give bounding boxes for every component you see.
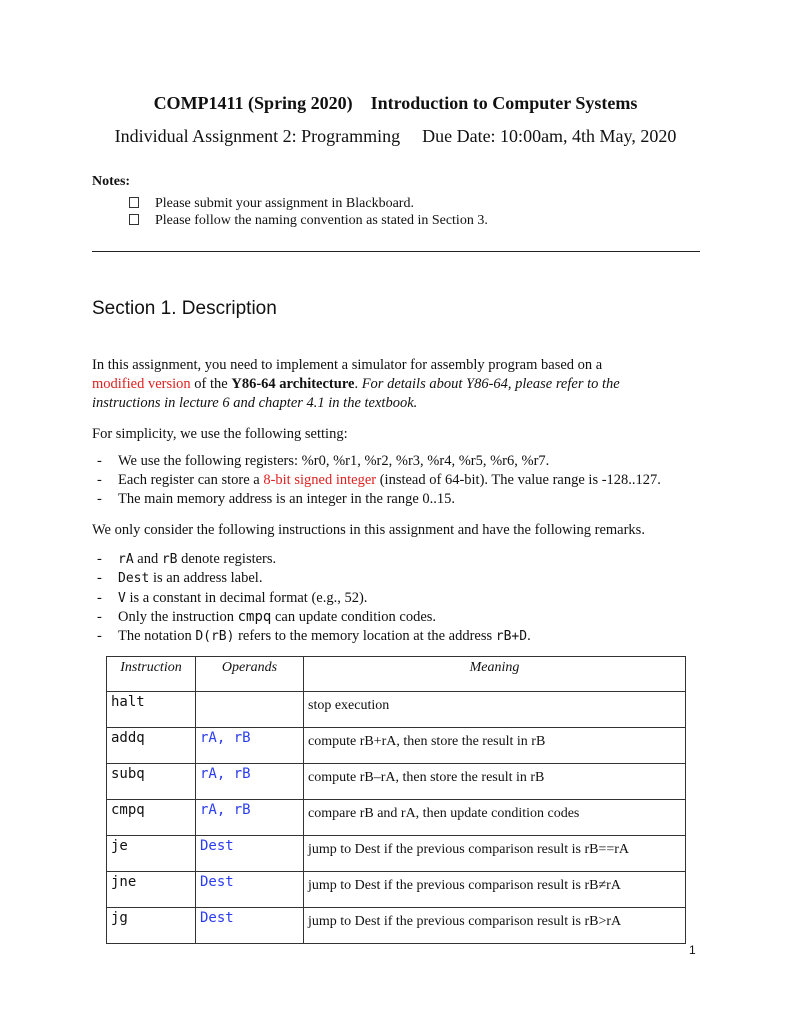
remark-text	[118, 590, 367, 607]
table-row	[107, 836, 686, 872]
page-number: 1	[689, 943, 696, 957]
course-title: COMP1411 (Spring 2020) Introduction to Computer Systems	[153, 93, 638, 113]
column-header: Meaning	[304, 657, 686, 692]
code: rB+D	[495, 629, 528, 644]
text: is an address label.	[149, 570, 263, 586]
operands-cell: rA, rB	[196, 800, 304, 836]
section-heading: Section 1. Description	[92, 298, 277, 319]
notes-label: Notes:	[92, 174, 131, 189]
remark-item: - Dest is an address label.	[97, 570, 263, 586]
text: Each register can store a	[118, 472, 264, 488]
remark-text	[118, 570, 262, 587]
text: denote registers.	[177, 551, 277, 567]
column-header: Operands	[196, 657, 304, 692]
note-text: Please submit your assignment in Blackboard.	[155, 196, 414, 211]
table-row	[107, 908, 686, 944]
remark-text	[118, 628, 531, 645]
meaning-cell: jump to Dest if the previous comparison result is rB>rA	[304, 908, 686, 944]
text: and	[133, 551, 162, 567]
meaning-cell: compute rB–rA, then store the result in rB	[304, 764, 686, 800]
checkbox-icon	[129, 214, 139, 225]
intro-line-2	[92, 376, 620, 393]
code: rA	[118, 552, 134, 567]
consider-text: We only consider the following instructions in this assignment and have the following remarks.	[92, 522, 645, 538]
bullet-item: - The main memory address is an integer in the range 0..15.	[97, 491, 456, 507]
table-row	[107, 872, 686, 908]
italic-text: For details about Y86-64, please refer to the	[361, 376, 620, 392]
note-item	[129, 213, 488, 229]
highlight-text: modified version	[92, 376, 191, 392]
table-row	[107, 692, 686, 728]
meaning-cell: jump to Dest if the previous comparison result is rB≠rA	[304, 872, 686, 908]
bullet-item: - Each register can store a 8-bit signed integer (instead of 64-bit). The value range is -128..127.	[97, 472, 661, 488]
operands-cell	[196, 692, 304, 728]
bullet-item: - We use the following registers: %r0, %r1, %r2, %r3, %r4, %r5, %r6, %r7.	[97, 453, 550, 469]
code: cmpq	[237, 609, 272, 625]
operands-cell: Dest	[196, 836, 304, 872]
text: can update condition codes.	[271, 609, 437, 625]
intro-line-1: In this assignment, you need to implement a simulator for assembly program based on a	[92, 357, 603, 373]
instruction-cell: cmpq	[107, 800, 196, 836]
code: D(rB)	[195, 629, 235, 644]
remark-item: - rA and rB denote registers.	[97, 551, 277, 567]
checkbox-icon	[129, 197, 139, 208]
text: .	[354, 376, 362, 392]
bold-text: Y86-64 architecture	[231, 376, 355, 392]
instruction-cell: subq	[107, 764, 196, 800]
meaning-cell: stop execution	[304, 692, 686, 728]
operands-cell: Dest	[196, 872, 304, 908]
italic-text: instructions in lecture 6 and chapter 4.1 in the textbook.	[92, 395, 418, 411]
intro-line-3	[92, 395, 417, 412]
instruction-cell: halt	[107, 692, 196, 728]
remark-text	[118, 609, 436, 626]
text: Only the instruction	[118, 609, 238, 625]
divider	[92, 251, 700, 252]
remark-item: - V is a constant in decimal format (e.g., 52).	[97, 590, 368, 606]
table-row	[107, 800, 686, 836]
simplicity-text: For simplicity, we use the following setting:	[92, 426, 348, 442]
table-row	[107, 764, 686, 800]
text: refers to the memory location at the address	[234, 628, 496, 644]
code: Dest	[118, 571, 150, 586]
instruction-table	[106, 656, 686, 944]
meaning-cell: jump to Dest if the previous comparison result is rB==rA	[304, 836, 686, 872]
instruction-cell: jne	[107, 872, 196, 908]
assignment-subtitle	[0, 126, 791, 147]
meaning-cell: compare rB and rA, then update condition codes	[304, 800, 686, 836]
text: The notation	[118, 628, 196, 644]
instruction-cell: je	[107, 836, 196, 872]
due-date: Due Date: 10:00am, 4th May, 2020	[422, 126, 677, 146]
bullet-text	[118, 472, 661, 489]
text: (instead of 64-bit). The value range is -128..127.	[376, 472, 661, 488]
bullet-text: We use the following registers: %r0, %r1, %r2, %r3, %r4, %r5, %r6, %r7.	[118, 453, 550, 469]
assignment-name: Individual Assignment 2: Programming	[114, 126, 401, 146]
operands-cell: Dest	[196, 908, 304, 944]
operands-cell: rA, rB	[196, 728, 304, 764]
meaning-cell: compute rB+rA, then store the result in rB	[304, 728, 686, 764]
bullet-text: The main memory address is an integer in the range 0..15.	[118, 491, 456, 507]
note-text: Please follow the naming convention as stated in Section 3.	[155, 213, 488, 228]
text: of the	[190, 376, 232, 392]
text: is a constant in decimal format (e.g., 52).	[125, 590, 368, 606]
highlight-text: 8-bit signed integer	[263, 472, 377, 488]
remark-item: - Only the instruction cmpq can update condition codes.	[97, 609, 437, 625]
note-item	[129, 196, 414, 212]
column-header: Instruction	[107, 657, 196, 692]
table-header-row	[107, 657, 686, 692]
table-row	[107, 728, 686, 764]
instruction-cell: addq	[107, 728, 196, 764]
remark-text	[118, 551, 276, 568]
code: rB	[161, 552, 178, 567]
code: V	[118, 591, 126, 606]
operands-cell: rA, rB	[196, 764, 304, 800]
text: .	[527, 628, 531, 644]
remark-item: - The notation D(rB) refers to the memory location at the address rB+D.	[97, 628, 531, 644]
instruction-cell: jg	[107, 908, 196, 944]
